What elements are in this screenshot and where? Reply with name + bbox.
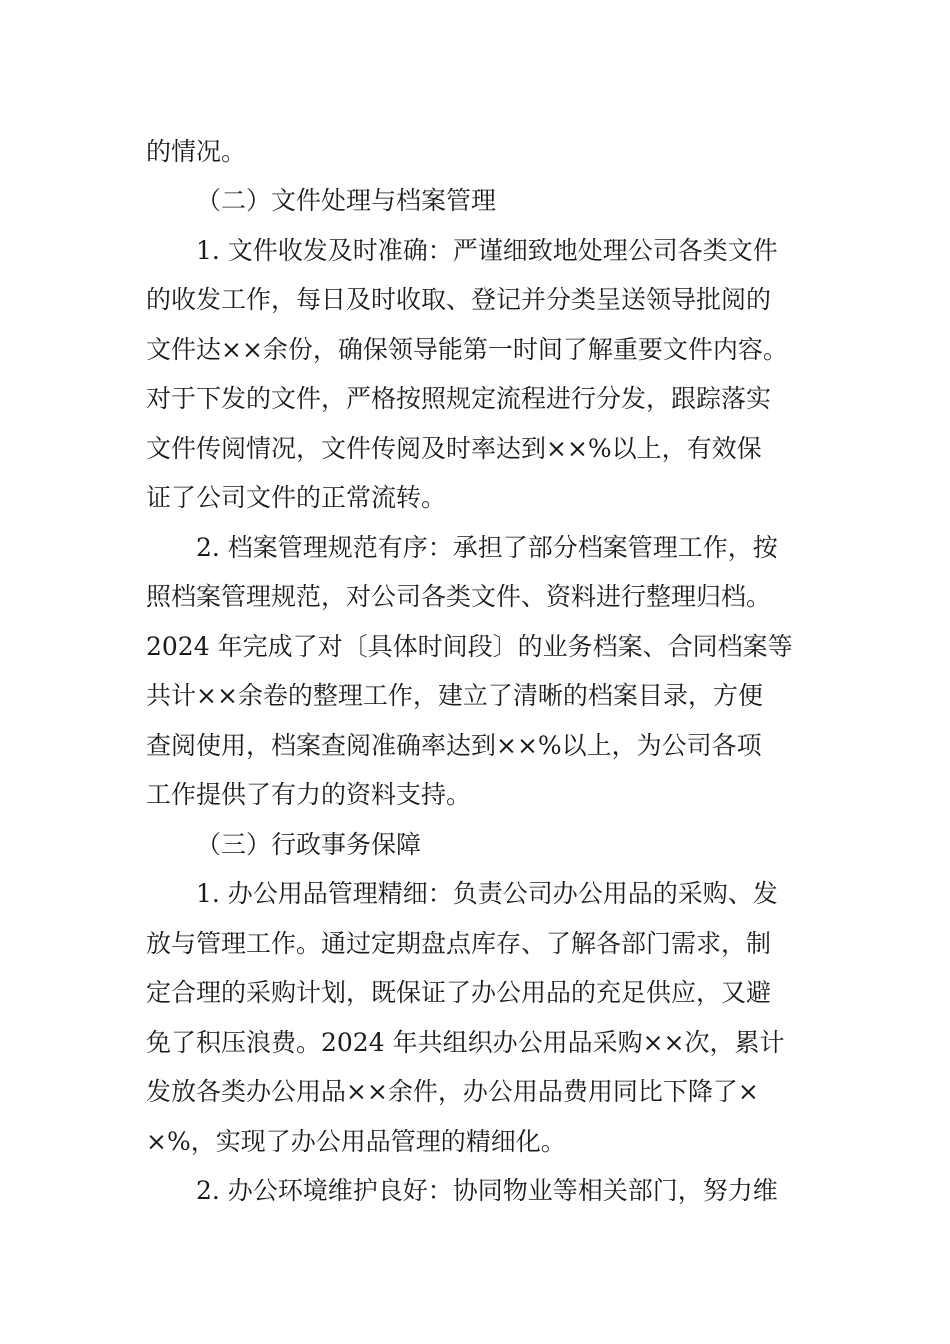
paragraph-line: 2. 办公环境维护良好：协同物业等相关部门，努力维 bbox=[196, 1176, 778, 1205]
paragraph-line: 查阅使用，档案查阅准确率达到××%以上，为公司各项 bbox=[146, 731, 762, 760]
section-heading: （三）行政事务保障 bbox=[196, 830, 422, 859]
paragraph-line: 证了公司文件的正常流转。 bbox=[146, 483, 447, 512]
paragraph-line: 照档案管理规范，对公司各类文件、资料进行整理归档。 bbox=[146, 582, 772, 611]
paragraph-line: 2024 年完成了对〔具体时间段〕的业务档案、合同档案等 bbox=[146, 632, 793, 661]
paragraph-line: 文件达××余份，确保领导能第一时间了解重要文件内容。 bbox=[146, 335, 788, 364]
paragraph-line: ×%，实现了办公用品管理的精细化。 bbox=[146, 1127, 566, 1156]
paragraph-line: 工作提供了有力的资料支持。 bbox=[146, 780, 472, 809]
paragraph-line: 的情况。 bbox=[146, 137, 247, 166]
paragraph-line: 共计××余卷的整理工作，建立了清晰的档案目录，方便 bbox=[146, 681, 763, 710]
paragraph-line: 放与管理工作。通过定期盘点库存、了解各部门需求，制 bbox=[146, 929, 772, 958]
paragraph-line: 2. 档案管理规范有序：承担了部分档案管理工作，按 bbox=[196, 533, 778, 562]
paragraph-line: 发放各类办公用品××余件，办公用品费用同比下降了× bbox=[146, 1077, 759, 1106]
paragraph-line: 定合理的采购计划，既保证了办公用品的充足供应，又避 bbox=[146, 978, 772, 1007]
section-heading: （二）文件处理与档案管理 bbox=[196, 186, 497, 215]
paragraph-line: 免了积压浪费。2024 年共组织办公用品采购××次，累计 bbox=[146, 1028, 785, 1057]
paragraph-line: 文件传阅情况，文件传阅及时率达到××%以上，有效保 bbox=[146, 434, 762, 463]
paragraph-line: 的收发工作，每日及时收取、登记并分类呈送领导批阅的 bbox=[146, 285, 772, 314]
paragraph-line: 1. 办公用品管理精细：负责公司办公用品的采购、发 bbox=[196, 879, 778, 908]
paragraph-line: 对于下发的文件，严格按照规定流程进行分发，跟踪落实 bbox=[146, 384, 772, 413]
paragraph-line: 1. 文件收发及时准确：严谨细致地处理公司各类文件 bbox=[196, 236, 778, 265]
